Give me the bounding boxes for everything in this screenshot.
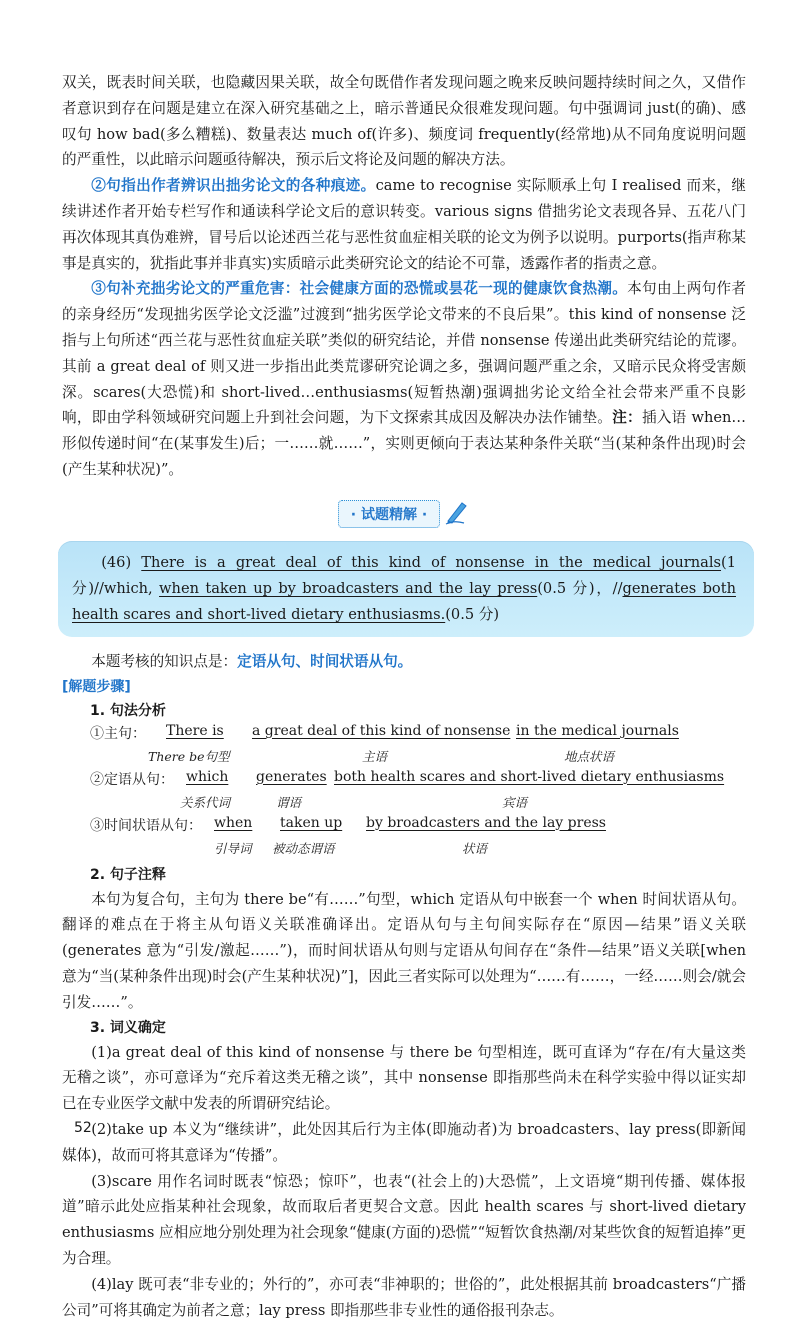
- question-segment-2: when taken up by broadcasters and the lay press: [159, 579, 538, 597]
- knowledge-points-label: 本题考核的知识点是：: [91, 652, 238, 670]
- syntax-analysis-title: 1. 句法分析: [90, 702, 166, 719]
- note-text: 插入语 when…形似传递时间“在(某事发生)后；一……就……”，实则更倾向于表达某种条件关联“当(某种条件出现)时会(产生某种状况)”。: [62, 409, 746, 478]
- question-divider-2: ，//: [594, 579, 623, 597]
- question-segment-1: There is a great deal of this kind of nonsense in the medical journals: [141, 553, 722, 571]
- attributive-clause-label: ②定语从句：: [90, 771, 174, 788]
- pen-icon: [444, 499, 470, 529]
- intro-paragraph-3: [62, 276, 746, 482]
- main-clause-place: in the medical journals: [516, 722, 679, 739]
- page-number: 52: [74, 1120, 92, 1136]
- note-label: 注：: [612, 409, 642, 427]
- attributive-object-anno: 宾语: [502, 794, 528, 810]
- question-box: [58, 541, 754, 637]
- question-score-2: (0.5 分): [537, 579, 595, 597]
- question-sentence: [72, 550, 736, 628]
- attributive-which: which: [186, 768, 229, 785]
- main-clause-subject-anno: 主语: [362, 748, 388, 764]
- sentence-notes-body: 本句为复合句，主句为 there be“有……”句型，which 定语从句中嵌套一个 when 时间状语从句。翻译的难点在于将主从句语义关联准确译出。定语从句与主句间实际存在“原因—结果”语义关联(generates 意为“引发/激起……”)，而时间状语从句则与定语从句间存在“条件—结果”语义关联[when 意为“当(某种条件出现)时会(产生某种状况)”]，因此三者实际可以处理为“……有……，一经……则会/就会引发……”。: [62, 890, 746, 1011]
- time-clause-when-anno: 引导词: [214, 840, 252, 856]
- word-meaning-1: (1)a great deal of this kind of nonsense 与 there be 句型相连，既可直译为“存在/有大量这类无稽之谈”，亦可意译为“充斥着这类无稽之谈”，其中 nonsense 即指那些尚未在科学实验中得以证实却已在专业医学文献中发表的所谓研究结论。: [62, 1043, 746, 1113]
- word-meaning-2: (2)take up 本义为“继续讲”，此处因其后行为主体(即施动者)为 broadcasters、lay press(即新闻媒体)，故而可将其意译为“传播”。: [62, 1120, 746, 1164]
- knowledge-points: [62, 649, 746, 675]
- intro-paragraph-1: 双关，既表时间关联，也隐藏因果关联，故全句既借作者发现问题之晚来反映问题持续时间之久，又借作者意识到存在问题是建立在深入研究基础之上，暗示普通民众很难发现问题。句中强调词 just(的确)、感叹句 how bad(多么糟糕)、数量表达 much of(许多)、频度词 frequently(经常地)从不同角度说明问题的严重性，以此暗示问题亟待解决，预示后文将论及问题的解决方法。: [62, 74, 746, 169]
- paragraph-3-heading: ③句补充拙劣论文的严重危害：社会健康方面的恐慌或昙花一现的健康饮食热潮。: [91, 280, 628, 298]
- attributive-which-anno: 关系代词: [180, 794, 231, 810]
- attributive-object: both health scares and short-lived dietary enthusiasms: [334, 768, 725, 785]
- word-meaning-title: 3. 词义确定: [90, 1019, 166, 1036]
- syntax-analysis-diagram: [62, 723, 746, 863]
- banner-text: · 试题精解 ·: [350, 506, 428, 523]
- time-clause-predicate: taken up: [280, 814, 343, 831]
- question-divider-1: //which,: [94, 579, 160, 597]
- question-score-3: (0.5 分): [445, 605, 500, 623]
- question-segment-3: generates both health scares and short-lived dietary enthusiasms.: [72, 579, 736, 623]
- section-banner-label: [338, 500, 440, 528]
- intro-paragraph-2: [62, 173, 746, 276]
- document-page: [62, 70, 746, 1323]
- time-clause-label: ③时间状语从句：: [90, 817, 202, 834]
- word-meaning-4: (4)lay 既可表“非专业的；外行的”，亦可表“非神职的；世俗的”，此处根据其前 broadcasters“广播公司”可将其确定为前者之意；lay press 即指那些非专业性的通俗报刊杂志。: [62, 1275, 746, 1319]
- time-clause-predicate-anno: 被动态谓语: [272, 840, 335, 856]
- paragraph-2-body: came to recognise 实际顺承上句 I realised 而来，继续讲述作者开始专栏写作和通读科学论文后的意识转变。various signs 借拙劣论文表现各异、五花八门再次体现其真伪难辨，冒号后以论述西兰花与恶性贫血症相关联的论文为例予以说明。purports(指声称某事是真实的，犹指此事并非真实)实质暗示此类研究论文的结论不可靠，透露作者的指责之意。: [62, 177, 746, 272]
- time-clause-adverbial-anno: 状语: [462, 840, 488, 856]
- main-clause-label: ①主句：: [90, 725, 146, 742]
- main-clause-there-is: There is: [166, 722, 224, 739]
- main-clause-subject: a great deal of this kind of nonsense: [252, 722, 511, 739]
- question-number: (46): [101, 553, 132, 571]
- attributive-predicate-anno: 谓语: [276, 794, 302, 810]
- main-clause-place-anno: 地点状语: [564, 748, 615, 764]
- steps-title: [解题步骤]: [62, 678, 131, 695]
- section-banner: [62, 499, 746, 529]
- sentence-notes-title: 2. 句子注释: [90, 866, 166, 883]
- paragraph-3-body: 本句由上两句作者的亲身经历“发现拙劣医学论文泛滥”过渡到“拙劣医学论文带来的不良后果”。this kind of nonsense 泛指与上句所述“西兰花与恶性贫血症关联”类似的研究结论，并借 nonsense 传递出此类研究结论的荒谬。其前 a great deal of 则又进一步指出此类荒谬研究论调之多，强调问题严重之余，又暗示民众将受害颇深。scares(大恐慌)和 short-lived…enthusiasms(短暂热潮)强调拙劣论文给全社会带来严重不良影响，即由学科领域研究问题上升到社会问题，为下文探索其成因及解决办法作铺垫。: [62, 280, 746, 427]
- time-clause-when: when: [214, 814, 253, 831]
- main-clause-there-is-anno: There be句型: [148, 748, 230, 764]
- knowledge-points-value: 定语从句、时间状语从句。: [237, 652, 413, 670]
- attributive-predicate: generates: [256, 768, 327, 785]
- paragraph-2-heading: ②句指出作者辨识出拙劣论文的各种痕迹。: [91, 177, 376, 195]
- question-score-1: (1 分): [72, 553, 736, 597]
- word-meaning-3: (3)scare 用作名词时既表“惊恐；惊吓”，也表“(社会上的)大恐慌”，上文语境“期刊传播、媒体报道”暗示此处应指某种社会现象，故而取后者更契合文意。因此 health scares 与 short-lived dietary enthusiasms 应相应地分别处理为社会现象“健康(方面的)恐慌”“短暂饮食热潮/对某些饮食的短暂追捧”更为合理。: [62, 1172, 746, 1267]
- time-clause-adverbial: by broadcasters and the lay press: [366, 814, 606, 831]
